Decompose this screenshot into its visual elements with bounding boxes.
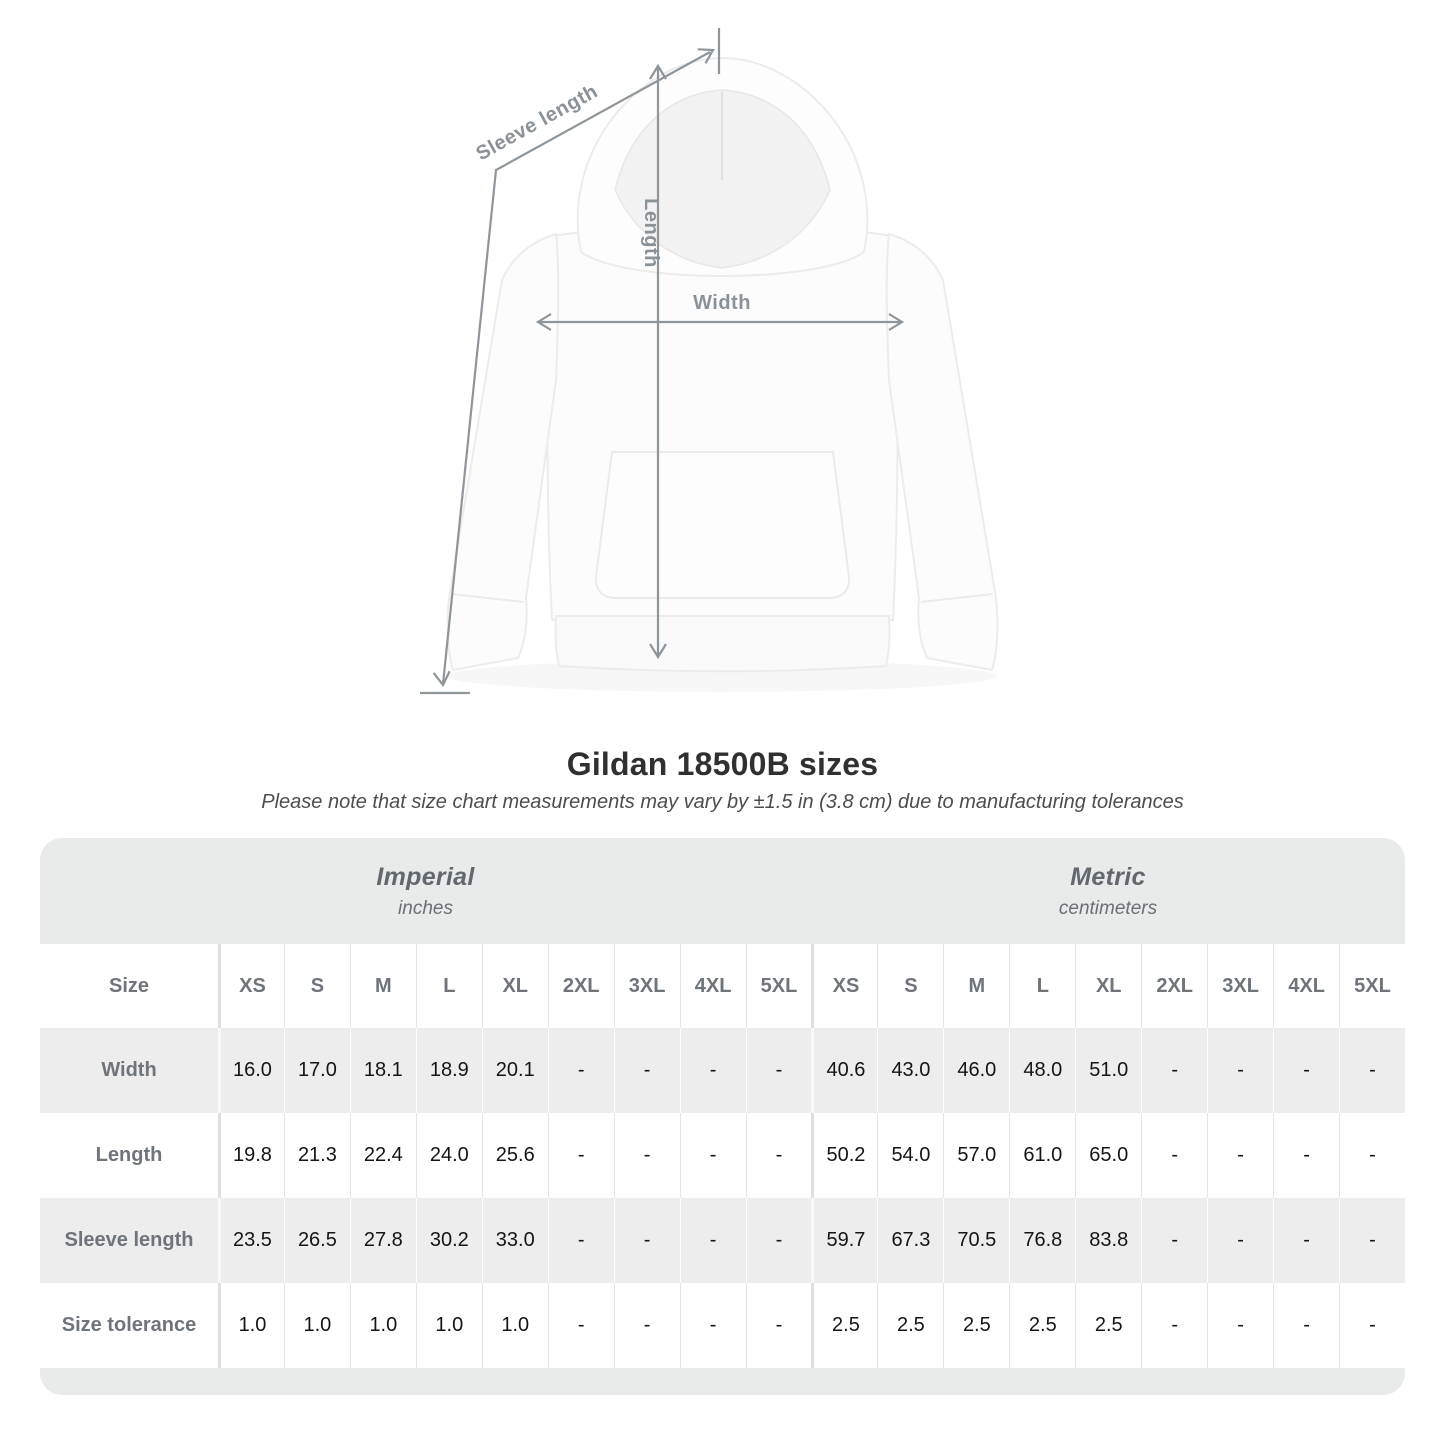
table-row-size-tolerance [40, 1283, 1405, 1368]
cell: - [1273, 1113, 1339, 1198]
col-met-4xl: 4XL [1273, 944, 1339, 1028]
cell: 2.5 [1075, 1283, 1141, 1368]
cell: 19.8 [218, 1113, 284, 1198]
col-imp-3xl: 3XL [614, 944, 680, 1028]
cell: 48.0 [1009, 1028, 1075, 1113]
cell: - [746, 1283, 812, 1368]
cell: 33.0 [482, 1198, 548, 1283]
cell: 1.0 [416, 1283, 482, 1368]
cell: - [1207, 1028, 1273, 1113]
col-met-s: S [877, 944, 943, 1028]
table-footer-band [40, 1368, 1405, 1395]
cell: 70.5 [943, 1198, 1009, 1283]
cell: - [1273, 1283, 1339, 1368]
metric-unit: centimeters [1058, 897, 1158, 919]
cell: 2.5 [877, 1283, 943, 1368]
cell: - [1141, 1028, 1207, 1113]
cell: - [746, 1113, 812, 1198]
cell: - [746, 1028, 812, 1113]
table-row-width [40, 1028, 1405, 1113]
cell: 46.0 [943, 1028, 1009, 1113]
row-label: Width [101, 1059, 157, 1081]
cell: - [680, 1028, 746, 1113]
cell: 20.1 [482, 1028, 548, 1113]
tolerance-note: Please note that size chart measurements may vary by ±1.5 in (3.8 cm) due to manufacturing tolerances [261, 791, 1184, 813]
imperial-header [40, 838, 811, 944]
cell: 76.8 [1009, 1198, 1075, 1283]
col-met-3xl: 3XL [1207, 944, 1273, 1028]
cell: - [1273, 1028, 1339, 1113]
col-imp-2xl: 2XL [548, 944, 614, 1028]
size-chart-table [40, 838, 1405, 1395]
cell: 51.0 [1075, 1028, 1141, 1113]
table-row-length [40, 1113, 1405, 1198]
col-met-2xl: 2XL [1141, 944, 1207, 1028]
cell: 23.5 [218, 1198, 284, 1283]
cell: - [1141, 1113, 1207, 1198]
cell: 2.5 [1009, 1283, 1075, 1368]
hoodie-pocket [596, 452, 849, 598]
cell: - [1207, 1283, 1273, 1368]
col-imp-xs: XS [218, 944, 284, 1028]
cell: 26.5 [284, 1198, 350, 1283]
cell: 50.2 [811, 1113, 877, 1198]
cell: - [1141, 1198, 1207, 1283]
col-imp-m: M [350, 944, 416, 1028]
imperial-unit: inches [398, 897, 453, 919]
cell: - [1339, 1283, 1405, 1368]
sleeve-arrowhead-bottom [434, 671, 451, 686]
cell: - [1207, 1113, 1273, 1198]
col-imp-4xl: 4XL [680, 944, 746, 1028]
cell: 17.0 [284, 1028, 350, 1113]
cell: 30.2 [416, 1198, 482, 1283]
cell: - [1339, 1028, 1405, 1113]
cell: 21.3 [284, 1113, 350, 1198]
cell: - [614, 1198, 680, 1283]
cell: 40.6 [811, 1028, 877, 1113]
col-met-m: M [943, 944, 1009, 1028]
hoodie-hem [556, 616, 890, 671]
cell: - [1207, 1198, 1273, 1283]
size-header-row [40, 944, 1405, 1028]
row-label: Length [95, 1144, 163, 1166]
unit-header-band [40, 838, 1405, 944]
cell: 43.0 [877, 1028, 943, 1113]
hoodie-sleeve-left [448, 234, 559, 670]
length-label: Length [640, 198, 662, 268]
cell: 67.3 [877, 1198, 943, 1283]
cell: 25.6 [482, 1113, 548, 1198]
row-label: Sleeve length [64, 1229, 194, 1251]
metric-title: Metric [1070, 862, 1146, 891]
cell: - [614, 1283, 680, 1368]
cell: - [1339, 1198, 1405, 1283]
cell: - [548, 1028, 614, 1113]
cell: - [680, 1113, 746, 1198]
imperial-title: Imperial [376, 862, 475, 891]
metric-header [811, 838, 1405, 944]
cell: 22.4 [350, 1113, 416, 1198]
col-met-xl: XL [1075, 944, 1141, 1028]
cell: 83.8 [1075, 1198, 1141, 1283]
cell: - [614, 1113, 680, 1198]
cell: 24.0 [416, 1113, 482, 1198]
col-imp-xl: XL [482, 944, 548, 1028]
cell: - [680, 1283, 746, 1368]
cell: - [1141, 1283, 1207, 1368]
cell: - [1339, 1113, 1405, 1198]
cell: 16.0 [218, 1028, 284, 1113]
cell: 65.0 [1075, 1113, 1141, 1198]
cell: 61.0 [1009, 1113, 1075, 1198]
cell: 1.0 [350, 1283, 416, 1368]
cell: - [548, 1198, 614, 1283]
cell: 18.1 [350, 1028, 416, 1113]
cell: 1.0 [482, 1283, 548, 1368]
cell: 2.5 [811, 1283, 877, 1368]
col-imp-l: L [416, 944, 482, 1028]
cell: 57.0 [943, 1113, 1009, 1198]
page-title: Gildan 18500B sizes [566, 746, 879, 782]
cell: - [548, 1283, 614, 1368]
col-imp-5xl: 5XL [746, 944, 812, 1028]
col-met-l: L [1009, 944, 1075, 1028]
cell: 59.7 [811, 1198, 877, 1283]
cell: - [680, 1198, 746, 1283]
table-row-sleeve-length [40, 1198, 1405, 1283]
cell: 1.0 [218, 1283, 284, 1368]
col-imp-s: S [284, 944, 350, 1028]
col-met-5xl: 5XL [1339, 944, 1405, 1028]
cell: - [1273, 1198, 1339, 1283]
col-met-xs: XS [811, 944, 877, 1028]
cell: - [548, 1113, 614, 1198]
row-label: Size tolerance [61, 1314, 197, 1336]
hoodie-sleeve-right [887, 234, 998, 670]
cell: 1.0 [284, 1283, 350, 1368]
cell: 18.9 [416, 1028, 482, 1113]
cell: 2.5 [943, 1283, 1009, 1368]
sleeve-length-label: Sleeve length [472, 80, 602, 166]
cell: 54.0 [877, 1113, 943, 1198]
cell: 27.8 [350, 1198, 416, 1283]
width-label: Width [693, 292, 751, 314]
cell: - [746, 1198, 812, 1283]
cell: - [614, 1028, 680, 1113]
corner-header: Size [108, 974, 150, 997]
